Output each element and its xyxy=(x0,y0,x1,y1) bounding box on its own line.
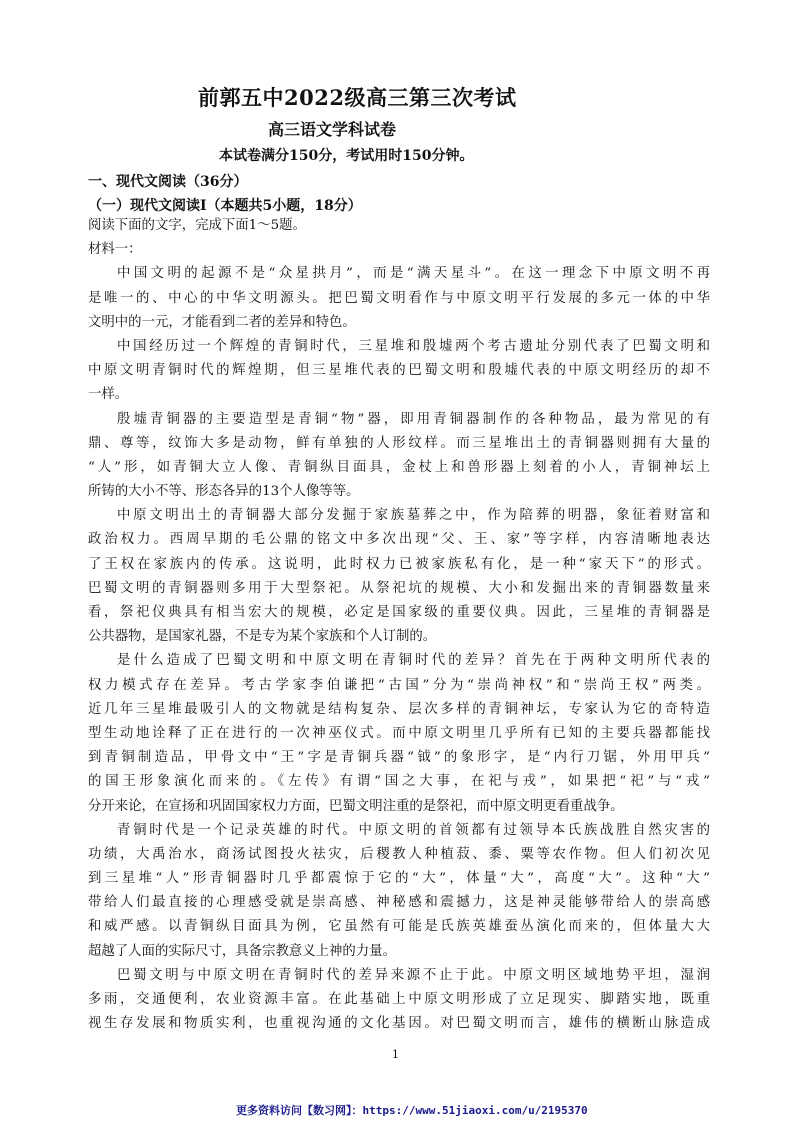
exam-title: 前郭五中2022级高三第三次考试 xyxy=(198,85,517,110)
passage-line: 视生存发展和物质实利，也重视沟通的文化基因。对巴蜀文明而言，雄伟的横断山脉造成 xyxy=(88,1016,710,1032)
passage-line: 带给人们最直接的心理感受就是崇高感、神秘感和震撼力，这是神灵能够带给人的崇高感 xyxy=(88,895,710,911)
passage-line: 功绩，大禹治水，商汤试图投火祛灾，后稷教人种植菽、黍、粟等农作物。但人们初次见 xyxy=(88,846,710,862)
passage-line: 中原文明青铜时代的辉煌期，但三星堆代表的巴蜀文明和殷墟代表的中原文明经历的却不 xyxy=(88,363,710,379)
section-subheading: （一）现代文阅读Ⅰ（本题共5小题，18分） xyxy=(88,198,362,214)
passage-line: 公共器物，是国家礼器，不是专为某个家族和个人订制的。 xyxy=(88,629,437,645)
passage-line: 青铜时代是一个记录英雄的时代。中原文明的首领都有过领导本氏族战胜自然灾害的 xyxy=(117,822,710,838)
passage-line: 巴蜀文明的青铜器则多用于大型祭祀。从祭祀坑的规模、大小和发掘出来的青铜器数量来 xyxy=(88,580,710,596)
passage-line: 和威严感。以青铜纵目面具为例，它虽然有可能是氏族英雄蚕丛演化而来的，但体量大大 xyxy=(88,919,710,935)
page-number: 1 xyxy=(392,1048,399,1061)
material-label: 材料一： xyxy=(88,242,142,258)
passage-line: 的国王形象演化而来的。《左传》有谓“国之大事，在祀与戎”，如果把“祀”与“戎” xyxy=(88,774,710,790)
passage-line: 是什么造成了巴蜀文明和中原文明在青铜时代的差异？首先在于两种文明所代表的 xyxy=(117,653,710,669)
passage-line: 到三星堆“人”形青铜器时几乎都震惊于它的“大”，体量“大”，高度“大”。这种“大” xyxy=(88,871,710,887)
passage-line: 所铸的大小不等、形态各异的13个人像等等。 xyxy=(88,484,360,500)
passage-line: 看，祭祀仪典具有相当宏大的规模，必定是国家级的重要仪典。因此，三星堆的青铜器是 xyxy=(88,605,710,620)
passage-lines xyxy=(88,262,710,1036)
passage-line: 殷墟青铜器的主要造型是青铜“物”器，即用青铜器制作的各种物品，最为常见的有 xyxy=(117,411,710,427)
passage-line: 近几年三星堆最吸引人的文物就是结构复杂、层次多样的青铜神坛，专家认为它的奇特造 xyxy=(88,701,710,717)
reading-passage xyxy=(88,216,710,1036)
passage-line: 型生动地诠释了正在进行的一次神巫仪式。而中原文明里几乎所有已知的主要兵器都能找 xyxy=(88,725,710,741)
passage-line: 文明中的一元，才能看到二者的差异和特色。 xyxy=(88,314,356,330)
passage-line: 政治权力。西周早期的毛公鼎的铭文中多次出现“父、王、家”等字样，内容清晰地表达 xyxy=(88,532,710,548)
passage-line: 分开来论，在宣扬和巩固国家权力方面，巴蜀文明注重的是祭祀，而中原文明更看重战争。 xyxy=(88,798,624,814)
passage-line: 超越了人面的实际尺寸，具备宗教意义上神的力量。 xyxy=(88,943,396,959)
passage-line: 到青铜制造品，甲骨文中“王”字是青铜兵器“钺”的象形字，是“内行刀锯，外用甲兵” xyxy=(88,750,710,766)
section-heading: 一、现代文阅读（36分） xyxy=(88,174,248,190)
passage-line: 中原文明出土的青铜器大部分发掘于家族墓葬之中，作为陪葬的明器，象征着财富和 xyxy=(117,508,710,524)
passage-line: 中国文明的起源不是“众星拱月”，而是“满天星斗”。在这一理念下中原文明不再 xyxy=(117,266,710,282)
exam-info: 本试卷满分150分，考试用时150分钟。 xyxy=(219,148,474,164)
passage-line: 多雨，交通便利，农业资源丰富。在此基础上中原文明形成了立足现实、脚踏实地，既重 xyxy=(88,992,710,1007)
passage-line: 一样。 xyxy=(88,387,129,403)
passage-line: 中国经历过一个辉煌的青铜时代，三星堆和殷墟两个考古遗址分别代表了巴蜀文明和 xyxy=(117,338,710,354)
footer-link[interactable]: 更多资料访问【数习网】：https://www.51jiaoxi.com/u/2195370 xyxy=(236,1104,588,1117)
instruction-line: 阅读下面的文字，完成下面1～5题。 xyxy=(88,218,306,233)
passage-line: 是唯一的、中心的中华文明源头。把巴蜀文明看作与中原文明平行发展的多元一体的中华 xyxy=(88,290,710,306)
passage-line: 了王权在家族内的传承。这说明，此时权力已被家族私有化，是一种“家天下”的形式。 xyxy=(88,556,710,572)
passage-line: 权力模式存在差异。考古学家李伯谦把“古国”分为“崇尚神权”和“崇尚王权”两类。 xyxy=(88,677,710,693)
passage-line: “人”形，如青铜大立人像、青铜纵目面具，金杖上和兽形器上刻着的小人，青铜神坛上 xyxy=(88,459,710,475)
passage-line: 巴蜀文明与中原文明在青铜时代的差异来源不止于此。中原文明区域地势平坦，湿润 xyxy=(117,967,710,983)
passage-line: 鼎、尊等，纹饰大多是动物，鲜有单独的人形纹样。而三星堆出土的青铜器则拥有大量的 xyxy=(88,435,710,451)
exam-subtitle: 高三语文学科试卷 xyxy=(268,120,397,139)
